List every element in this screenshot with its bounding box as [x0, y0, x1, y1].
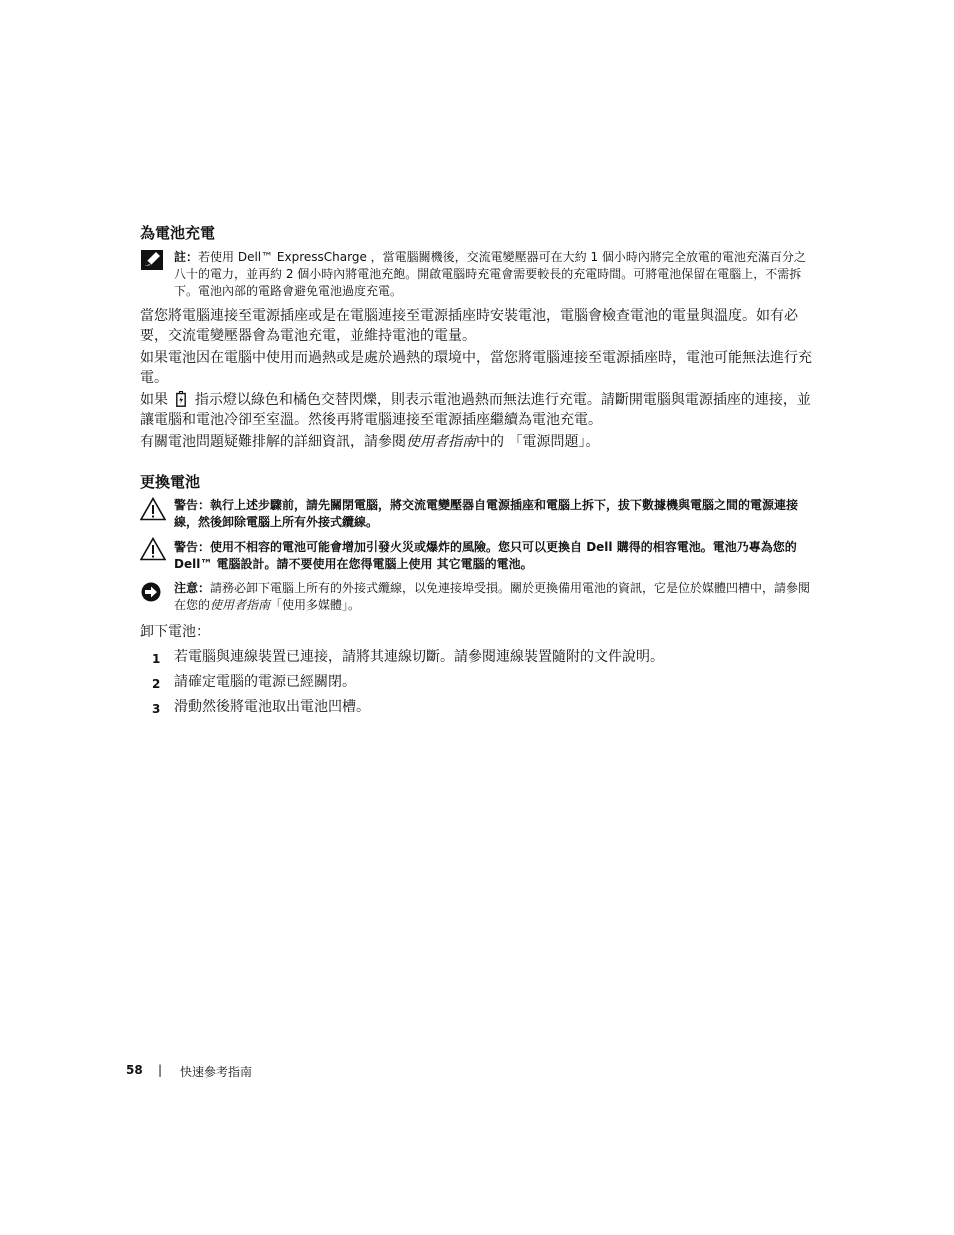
user-guide-reference: 使用者指南 — [406, 434, 476, 450]
step-number: 3 — [152, 702, 161, 716]
section-title-charging: 為電池充電 — [140, 224, 216, 242]
p3-after: 指示燈以綠色和橘色交替閃爍，則表示電池過熱而無法進行充電。請斷開電腦與電源插座的連接，並讓電腦和電池冷卻至室溫。然後再將電腦連接至電源插座繼續為電池充電。 — [140, 392, 811, 428]
page-number: 58 — [126, 1063, 143, 1077]
section-title-replacing: 更換電池 — [140, 473, 201, 491]
note-label: 註： — [174, 250, 199, 264]
warning-2-text — [174, 539, 814, 573]
step-text: 若電腦與連線裝置已連接，請將其連線切斷。請參閱連線裝置隨附的文件說明。 — [174, 649, 664, 665]
note-text — [174, 249, 814, 300]
steps-intro: 卸下電池： — [140, 624, 210, 640]
warning-2-body: 使用不相容的電池可能會增加引發火災或爆炸的風險。您只可以更換自 Dell 購得的相容電池。電池乃專為您的 Dell™ 電腦設計。請不要使用在您得電腦上使用 其它電腦的電池。 — [174, 540, 797, 571]
paragraph-charging-4 — [140, 432, 820, 452]
warning-1-body: 執行上述步驟前，請先關閉電腦，將交流電變壓器自電源插座和電腦上拆下，拔下數據機與電腦之間的電源連接線，然後卸除電腦上所有外接式纜線。 — [174, 498, 799, 529]
step-text: 滑動然後將電池取出電池凹槽。 — [174, 699, 370, 715]
caution-text — [174, 580, 814, 614]
warning-triangle-icon — [140, 497, 166, 521]
note-body: 若使用 Dell™ ExpressCharge ，當電腦關機後，交流電變壓器可在大約 1 個小時內將完全放電的電池充滿百分之八十的電力，並再約 2 個小時內將電池充飽。開啟電腦時充電會需要較長的充電時間。可將電池保留在電腦上，不需拆下。電池內部的電路會避免電池過度充電。 — [174, 250, 806, 298]
warning-1-text — [174, 497, 814, 531]
p3-before: 如果 — [140, 392, 168, 408]
step-number: 1 — [152, 652, 161, 666]
caution-body-after: 「使用多媒體」。 — [270, 598, 361, 612]
paragraph-charging-3 — [140, 390, 820, 430]
caution-arrow-icon — [140, 581, 166, 605]
battery-status-icon — [176, 391, 186, 407]
p4-after: 中的 「電源問題」。 — [476, 434, 600, 450]
warning-2-label: 警告： — [174, 540, 211, 554]
caution-label: 注意： — [174, 581, 211, 595]
paragraph-charging-1: 當您將電腦連接至電源插座或是在電腦連接至電源插座時安裝電池，電腦會檢查電池的電量與溫度。如有必要，交流電變壓器會為電池充電，並維持電池的電量。 — [140, 308, 798, 344]
caution-body-before: 請務必卸下電腦上所有的外接式纜線，以免連接埠受損。關於更換備用電池的資訊，它是位於媒體凹槽中，請參閱在您的 — [174, 581, 811, 612]
p4-before: 有關電池問題疑難排解的詳細資訊，請參閱 — [140, 434, 406, 450]
caution-user-guide-reference: 使用者指南 — [210, 598, 271, 612]
footer-doc-title: 快速參考指南 — [180, 1065, 253, 1079]
note-pencil-icon — [140, 249, 166, 273]
step-text: 請確定電腦的電源已經關閉。 — [174, 674, 356, 690]
warning-triangle-icon — [140, 537, 166, 561]
footer-separator: | — [158, 1063, 163, 1077]
warning-1-label: 警告： — [174, 498, 211, 512]
step-number: 2 — [152, 677, 161, 691]
paragraph-charging-2: 如果電池因在電腦中使用而過熱或是處於過熱的環境中，當您將電腦連接至電源插座時，電池可能無法進行充電。 — [140, 350, 812, 386]
